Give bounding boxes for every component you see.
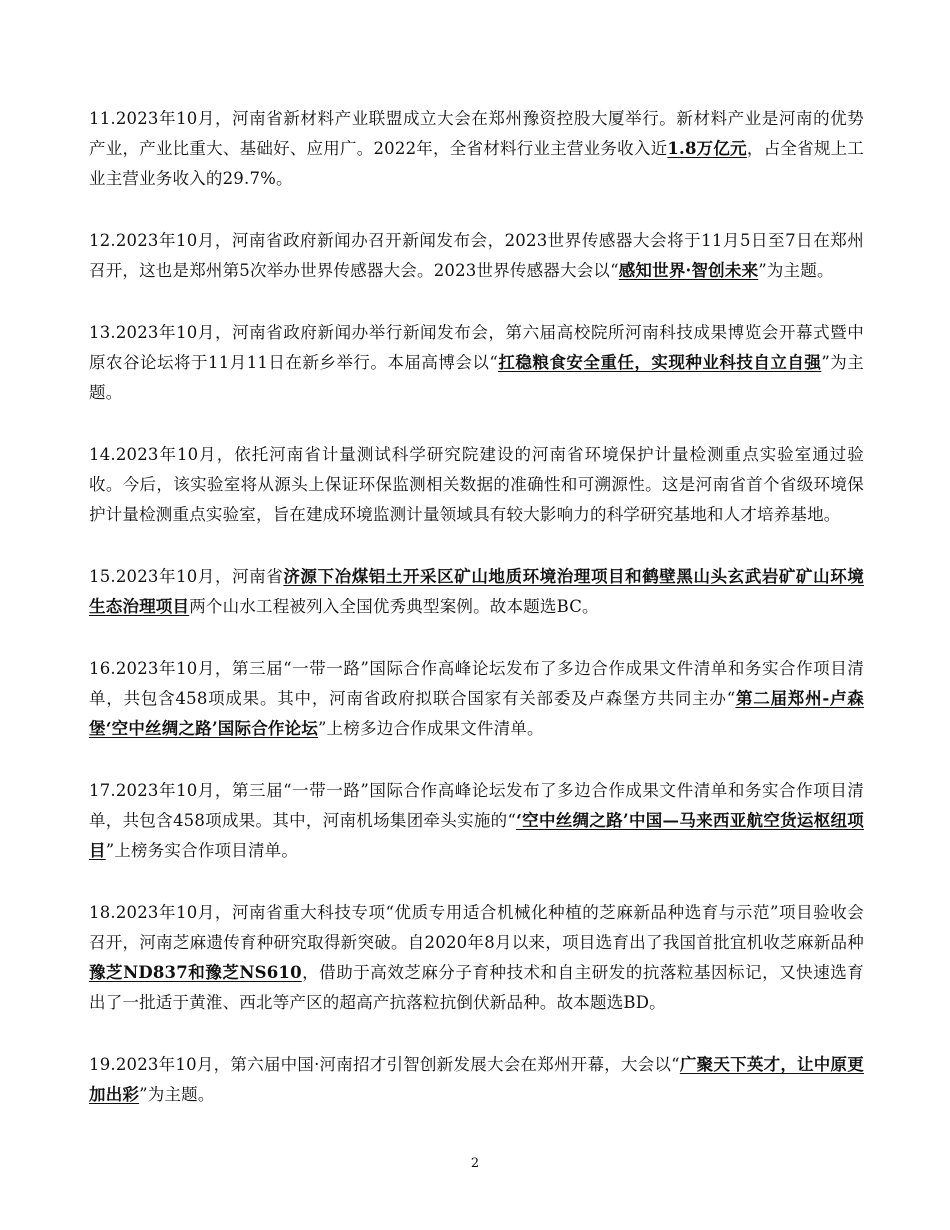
news-item-11 [89,104,864,194]
news-item-19 [89,1050,864,1110]
item-18-text-a: 18.2023年10月，河南省重大科技专项“优质专用适合机械化种植的芝麻新品种选育与示范”项目验收会召开，河南芝麻遗传育种研究取得新突破。自2020年8月以来，项目选育出了我国首批宜机收芝麻新品种 [89,903,864,952]
item-12-highlight: 感知世界·智创未来 [618,261,759,280]
item-19-highlight: 广聚天下英才，让中原更加出彩 [89,1055,864,1104]
news-item-17 [89,776,864,866]
item-12-text-b: ”为主题。 [758,261,834,280]
item-13-text-a: 13.2023年10月，河南省政府新闻办举行新闻发布会，第六届高校院所河南科技成果博览会开幕式暨中原农谷论坛将于11月11日在新乡举行。本届高博会以“ [89,323,864,372]
news-item-16 [89,654,864,744]
item-15-text-b: 两个山水工程被列入全国优秀典型案例。故本题选BC。 [189,597,599,616]
news-item-15 [89,562,864,622]
item-11-text-b: ，占全省规上工业主营业务收入的29.7%。 [89,139,864,188]
item-12-text-a: 12.2023年10月，河南省政府新闻办召开新闻发布会，2023世界传感器大会将于11月5日至7日在郑州召开，这也是郑州第5次举办世界传感器大会。2023世界传感器大会以“ [89,231,864,280]
item-15-highlight: 济源下冶煤铝土开采区矿山地质环境治理项目和鹤壁黑山头玄武岩矿矿山环境生态治理项目 [89,567,864,616]
item-19-text-a: 19.2023年10月，第六届中国·河南招才引智创新发展大会在郑州开幕，大会以“ [89,1055,680,1074]
news-item-13 [89,318,864,408]
item-11-text-a: 11.2023年10月，河南省新材料产业联盟成立大会在郑州豫资控股大厦举行。新材料产业是河南的优势产业，产业比重大、基础好、应用广。2022年，全省材料行业主营业务收入近 [89,109,864,158]
item-15-text-a: 15.2023年10月，河南省 [89,567,284,586]
document-body [89,104,864,1142]
item-13-highlight: 扛稳粮食安全重任，实现种业科技自立自强 [498,353,822,372]
item-16-text-a: 16.2023年10月，第三届“一带一路”国际合作高峰论坛发布了多边合作成果文件清单和务实合作项目清单，共包含458项成果。其中，河南省政府拟联合国家有关部委及卢森堡方共同主办“ [89,659,864,708]
page-number: 2 [470,1156,480,1171]
item-17-text-a: 17.2023年10月，第三届“一带一路”国际合作高峰论坛发布了多边合作成果文件清单和务实合作项目清单，共包含458项成果。其中，河南机场集团牵头实施的“ [89,781,864,830]
news-item-12 [89,226,864,286]
news-item-14 [89,440,864,530]
item-16-text-b: ”上榜多边合作成果文件清单。 [318,719,544,738]
news-item-18 [89,898,864,1018]
item-17-text-b: ”上榜务实合作项目清单。 [105,841,299,860]
item-17-highlight: ‘空中丝绸之路’中国—马来西亚航空货运枢纽项目 [89,811,864,860]
item-18-text-b: ，借助于高效芝麻分子育种技术和自主研发的抗落粒基因标记，又快速选育出了一批适于黄淮、西北等产区的超高产抗落粒抗倒伏新品种。故本题选BD。 [89,963,864,1012]
item-16-highlight: 第二届郑州-卢森堡‘空中丝绸之路’国际合作论坛 [89,689,865,738]
item-11-highlight: 1.8万亿元 [667,139,747,158]
item-13-text-b: ”为主题。 [89,353,864,402]
item-18-highlight: 豫芝ND837和豫芝NS610 [89,963,302,982]
item-19-text-b: ”为主题。 [139,1085,215,1104]
item-14-text: 14.2023年10月，依托河南省计量测试科学研究院建设的河南省环境保护计量检测重点实验室通过验收。今后，该实验室将从源头上保证环保监测相关数据的准确性和可溯源性。这是河南省首个省级环境保护计量检测重点实验室，旨在建成环境监测计量领域具有较大影响力的科学研究基地和人才培养基地。 [89,445,864,524]
